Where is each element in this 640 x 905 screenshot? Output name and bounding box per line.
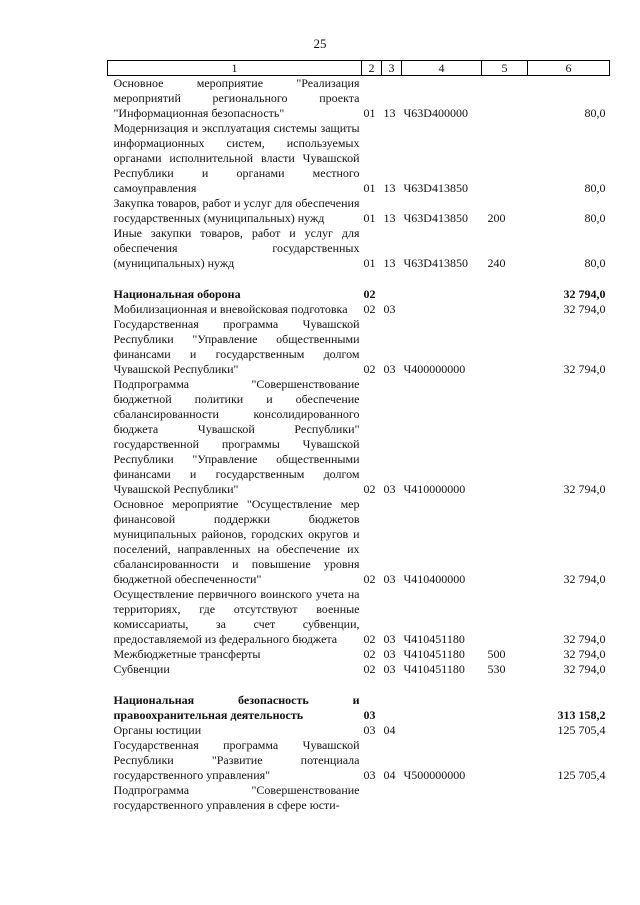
table-row [108,783,610,813]
amount: 313 158,2 [557,708,606,722]
target-article-code: Ч410451180 [403,662,465,676]
subsection-code: 03 [383,572,396,586]
spacer-row [108,677,610,693]
expense-type-code: 200 [487,211,506,225]
table-row [108,647,610,662]
subsection-code: 03 [383,482,396,496]
table-row [108,302,610,317]
target-article-code: Ч410400000 [403,572,466,586]
section-code: 02 [363,662,376,676]
target-article-code: Ч410000000 [403,482,466,496]
expense-type-code [482,738,528,783]
table-row [108,196,610,226]
column-number: 2 [362,61,382,76]
row-name: Основное мероприятие "Осуществление мер финансовой поддержки бюджетов муниципальных районов, городских округов и поселений, направленных на обеспечение их сбалансированности и повышение уровня бюджетной обеспеченности" [113,497,360,586]
section-code: 01 [363,106,376,120]
table-row [108,226,610,271]
table-body [108,76,610,814]
subsection-code [382,693,402,723]
row-name: Органы юстиции [113,723,202,737]
expense-type-code [482,317,528,377]
row-name: Государственная программа Чувашской Республики "Управление общественными финансами и государственным долгом Чувашской Республики" [113,317,360,376]
section-code: 02 [363,647,376,661]
subsection-code: 03 [383,302,396,316]
expense-type-code: 240 [487,256,506,270]
amount: 80,0 [584,181,606,195]
target-article-code [402,302,482,317]
amount: 80,0 [584,256,606,270]
amount: 32 794,0 [563,647,606,661]
table-row [108,76,610,122]
target-article-code [402,693,482,723]
table-row [108,738,610,783]
amount: 32 794,0 [563,632,606,646]
expense-type-code [482,723,528,738]
section-code: 02 [363,302,376,316]
section-row [108,287,610,302]
subsection-code: 04 [383,768,396,782]
target-article-code: Ч63D413850 [403,211,468,225]
subsection-code [382,783,402,813]
table-row [108,121,610,196]
spacer-cell [108,271,610,287]
section-code [362,783,382,813]
amount [528,783,610,813]
amount: 32 794,0 [563,302,606,316]
subsection-code: 03 [383,362,396,376]
target-article-code: Ч400000000 [403,362,466,376]
column-number: 5 [482,61,528,76]
target-article-code [402,783,482,813]
expense-type-code: 530 [487,662,506,676]
spacer-row [108,271,610,287]
subsection-code: 03 [383,647,396,661]
subsection-code: 13 [383,256,396,270]
subsection-code: 04 [383,723,396,737]
row-name: Закупка товаров, работ и услуг для обеспечения государственных (муниципальных) нужд [113,196,360,225]
amount: 80,0 [584,211,606,225]
table-row [108,497,610,587]
expense-type-code [482,587,528,647]
row-name: Подпрограмма "Совершенствование государственного управления в сфере юсти- [113,783,360,812]
expense-type-code [482,76,528,122]
amount: 32 794,0 [563,482,606,496]
expense-type-code [482,302,528,317]
section-code: 02 [363,287,376,301]
row-name: Основное мероприятие "Реализация мероприятий регионального проекта "Информационная безопасность" [113,76,360,120]
expense-type-code [482,497,528,587]
row-name: Национальная оборона [113,287,241,301]
target-article-code: Ч63D400000 [403,106,468,120]
row-name: Модернизация и эксплуатация системы защиты информационных систем, используемых органами исполнительной власти Чувашской Республики и органами местного самоуправления [113,121,360,195]
target-article-code: Ч63D413850 [403,256,468,270]
row-name: Государственная программа Чувашской Республики "Развитие потенциала государственного управления" [113,738,360,782]
target-article-code: Ч410451180 [403,632,465,646]
section-row [108,693,610,723]
subsection-code: 03 [383,662,396,676]
amount: 80,0 [584,106,606,120]
section-code: 01 [363,256,376,270]
table-header [108,61,610,76]
subsection-code: 13 [383,106,396,120]
column-number: 1 [108,61,362,76]
table-row [108,723,610,738]
target-article-code: Ч63D413850 [403,181,468,195]
subsection-code: 03 [383,632,396,646]
amount: 32 794,0 [563,572,606,586]
budget-table [107,60,610,813]
target-article-code: Ч500000000 [403,768,466,782]
section-code: 03 [363,723,376,737]
table-row [108,317,610,377]
column-number-row [108,61,610,76]
section-code: 02 [363,482,376,496]
column-number: 3 [382,61,402,76]
subsection-code: 13 [383,181,396,195]
expense-type-code [482,287,528,302]
subsection-code: 13 [383,211,396,225]
expense-type-code [482,377,528,497]
target-article-code [402,723,482,738]
row-name: Подпрограмма "Совершенствование бюджетной политики и обеспечение сбалансированности консолидированного бюджета Чувашской Республики" государственной программы Чувашской Республики "Управление общественными финансами и государственным долгом Чувашской Республики" [113,377,360,496]
expense-type-code [482,783,528,813]
spacer-cell [108,677,610,693]
row-name: Осуществление первичного воинского учета на территориях, где отсутствуют военные комиссариаты, за счет субвенции, предоставляемой из федерального бюджета [113,587,360,646]
table-row [108,377,610,497]
expense-type-code [482,121,528,196]
amount: 32 794,0 [563,662,606,676]
section-code: 02 [363,632,376,646]
row-name: Субвенции [113,662,170,676]
amount: 32 794,0 [563,287,606,301]
target-article-code [402,287,482,302]
row-name: Межбюджетные трансферты [113,647,261,661]
page-number: 25 [313,36,327,51]
row-name: Национальная безопасность и правоохранительная деятельность [113,693,360,722]
section-code: 03 [363,708,376,722]
section-code: 02 [363,362,376,376]
section-code: 01 [363,181,376,195]
table-row [108,587,610,647]
column-number: 6 [528,61,610,76]
section-code: 02 [363,572,376,586]
amount: 125 705,4 [557,723,606,737]
expense-type-code [482,693,528,723]
row-name: Мобилизационная и вневойсковая подготовка [113,302,348,316]
amount: 32 794,0 [563,362,606,376]
amount: 125 705,4 [557,768,606,782]
target-article-code: Ч410451180 [403,647,465,661]
section-code: 01 [363,211,376,225]
subsection-code [382,287,402,302]
column-number: 4 [402,61,482,76]
section-code: 03 [363,768,376,782]
table-row [108,662,610,677]
expense-type-code: 500 [487,647,506,661]
row-name: Иные закупки товаров, работ и услуг для обеспечения государственных (муниципальных) нужд [113,226,360,270]
